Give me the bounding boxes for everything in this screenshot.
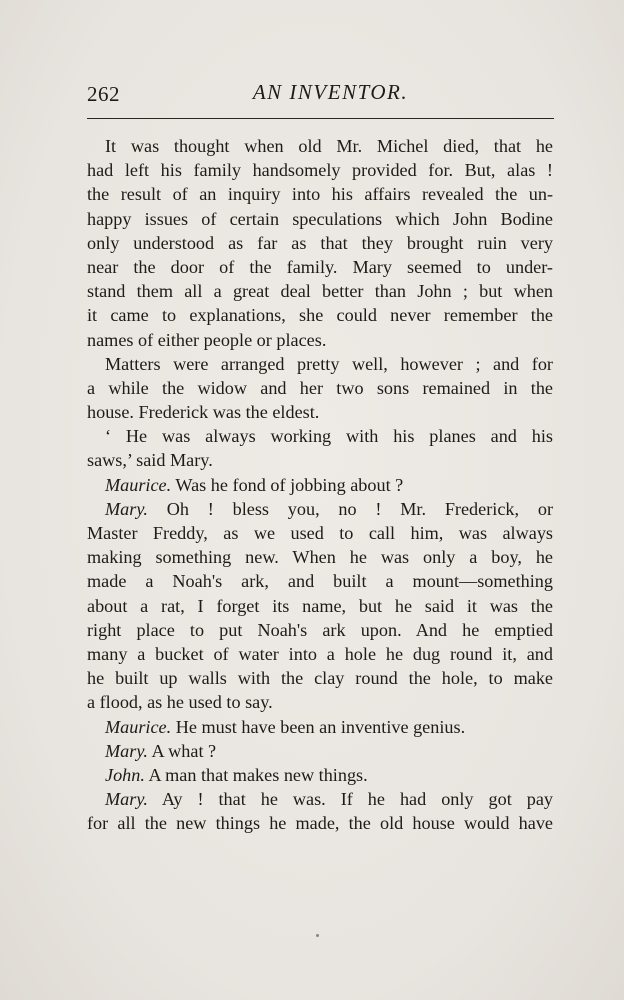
text-line (87, 569, 553, 593)
line-text: made a Noah's ark, and built a mount—something (87, 571, 553, 592)
text-line (87, 231, 553, 255)
line-text: stand them all a great deal better than John ; but when (87, 281, 553, 302)
text-line (87, 207, 553, 231)
line-text: He must have been an inventive genius. (171, 716, 466, 737)
text-line (87, 303, 553, 327)
text-line (87, 158, 553, 182)
line-text: A man that makes new things. (144, 764, 368, 785)
speaker-name: Mary. (105, 789, 148, 810)
line-text: It was thought when old Mr. Michel died, that he (105, 136, 553, 156)
speaker-name: Maurice. (105, 716, 172, 737)
line-text: many a bucket of water into a hole he dug round it, and (87, 643, 553, 664)
body-text (87, 134, 553, 835)
text-line (87, 255, 553, 279)
line-text: ‘ He was always working with his planes and his (105, 426, 553, 447)
text-line (105, 787, 553, 811)
line-text: Oh ! bless you, no ! Mr. Frederick, or (147, 498, 553, 519)
text-line (87, 642, 553, 666)
text-line (87, 690, 553, 714)
line-text: for all the new things he made, the old house would have (87, 813, 553, 834)
text-line (87, 811, 553, 835)
line-text: he built up walls with the clay round the hole, to make (87, 668, 553, 689)
line-text: making something new. When he was only a boy, he (87, 547, 553, 568)
text-line (105, 715, 553, 739)
text-line (87, 545, 553, 569)
text-line (105, 352, 553, 376)
line-text: it came to explanations, she could never remember the (87, 305, 553, 326)
text-line (87, 376, 553, 400)
line-text: Matters were arranged pretty well, however ; and for (105, 353, 553, 374)
line-text: happy issues of certain speculations which John Bodine (87, 208, 553, 229)
text-line (105, 473, 553, 497)
text-line (87, 666, 553, 690)
paper-speck (316, 934, 319, 937)
line-text: only understood as far as that they brought ruin very (87, 232, 553, 253)
text-line (105, 763, 553, 787)
text-line (87, 448, 553, 472)
line-text: had left his family handsomely provided for. But, alas ! (87, 160, 553, 181)
line-text: a while the widow and her two sons remained in the (87, 377, 553, 398)
line-text: near the door of the family. Mary seemed to under- (87, 256, 553, 277)
text-line (87, 618, 553, 642)
line-text: right place to put Noah's ark upon. And he emptied (87, 619, 553, 640)
line-text: the result of an inquiry into his affairs revealed the un- (87, 184, 553, 205)
text-line (105, 739, 553, 763)
line-text: Master Freddy, as we used to call him, was always (87, 523, 553, 543)
text-line (87, 521, 553, 545)
line-text: A what ? (147, 740, 217, 761)
line-text: Ay ! that he was. If he had only got pay (147, 789, 553, 810)
line-text: saws,’ said Mary. (87, 450, 213, 471)
text-line (87, 400, 553, 424)
speaker-name: John. (105, 764, 145, 785)
speaker-name: Mary. (105, 498, 148, 519)
page-number: 262 (87, 82, 120, 106)
page-header (87, 78, 554, 112)
line-text: Was he fond of jobbing about ? (171, 474, 404, 495)
line-text: a flood, as he used to say. (87, 692, 273, 713)
running-title: AN INVENTOR. (252, 80, 409, 104)
text-line (87, 182, 553, 206)
speaker-name: Mary. (105, 740, 148, 761)
header-rule (87, 118, 554, 119)
text-line (105, 497, 553, 521)
text-line (87, 328, 553, 352)
text-line (87, 279, 553, 303)
line-text: about a rat, I forget its name, but he said it was the (87, 595, 553, 616)
text-line (105, 134, 553, 158)
speaker-name: Maurice. (105, 474, 172, 495)
text-line (105, 424, 553, 448)
text-line (87, 594, 553, 618)
line-text: house. Frederick was the eldest. (87, 402, 320, 423)
line-text: names of either people or places. (87, 329, 327, 350)
